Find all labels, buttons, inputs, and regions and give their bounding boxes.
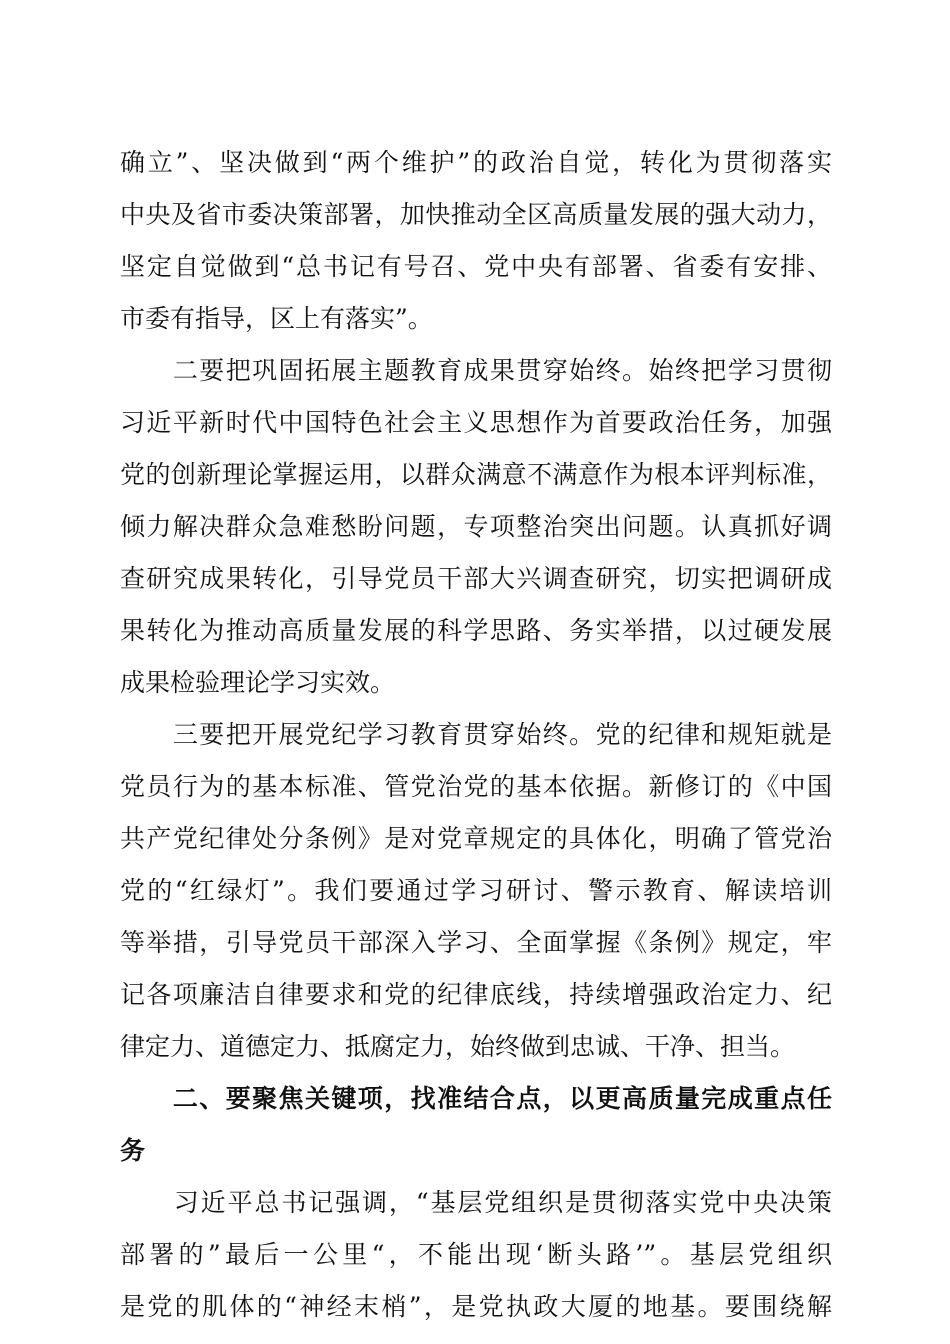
text-line: 二要把巩固拓展主题教育成果贯穿始终。始终把学习贯彻	[120, 356, 832, 385]
text-line: 习近平新时代中国特色社会主义思想作为首要政治任务，加强	[120, 408, 832, 437]
text-line: 确立”、坚决做到“两个维护”的政治自觉，转化为贯彻落实	[120, 148, 832, 177]
text-line: 记各项廉洁自律要求和党的纪律底线，持续增强政治定力、纪	[120, 980, 832, 1009]
text-line: 律定力、道德定力、抵腐定力，始终做到忠诚、干净、担当。	[120, 1032, 796, 1061]
text-line: 倾力解决群众急难愁盼问题，专项整治突出问题。认真抓好调	[120, 512, 832, 541]
text-line: 党员行为的基本标准、管党治党的基本依据。新修订的《中国	[120, 772, 832, 801]
text-line: 市委有指导，区上有落实”。	[120, 304, 433, 333]
text-line: 习近平总书记强调，“基层党组织是贯彻落实党中央决策	[120, 1188, 832, 1217]
text-line: 果转化为推动高质量发展的科学思路、务实举措，以过硬发展	[120, 616, 832, 645]
text-line: 等举措，引导党员干部深入学习、全面掌握《条例》规定，牢	[120, 928, 832, 957]
section-heading: 务	[120, 1136, 146, 1165]
text-line: 党的“红绿灯”。我们要通过学习研讨、警示教育、解读培训	[120, 876, 832, 905]
text-line: 坚定自觉做到“总书记有号召、党中央有部署、省委有安排、	[120, 252, 832, 281]
document-body	[120, 137, 832, 1333]
text-line: 三要把开展党纪学习教育贯穿始终。党的纪律和规矩就是	[120, 720, 832, 749]
text-line: 共产党纪律处分条例》是对党章规定的具体化，明确了管党治	[120, 824, 832, 853]
text-line: 是党的肌体的“神经末梢”，是党执政大厦的地基。要围绕解	[120, 1292, 832, 1321]
text-line: 查研究成果转化，引导党员干部大兴调查研究，切实把调研成	[120, 564, 832, 593]
section-heading: 二、要聚焦关键项，找准结合点，以更高质量完成重点任	[120, 1084, 832, 1113]
text-line: 中央及省市委决策部署，加快推动全区高质量发展的强大动力，	[120, 200, 832, 229]
text-line: 成果检验理论学习实效。	[120, 668, 396, 697]
text-line: 部署的”最后一公里“，不能出现‘断头路’”。基层党组织	[120, 1240, 832, 1269]
text-line: 党的创新理论掌握运用，以群众满意不满意作为根本评判标准，	[120, 460, 832, 489]
